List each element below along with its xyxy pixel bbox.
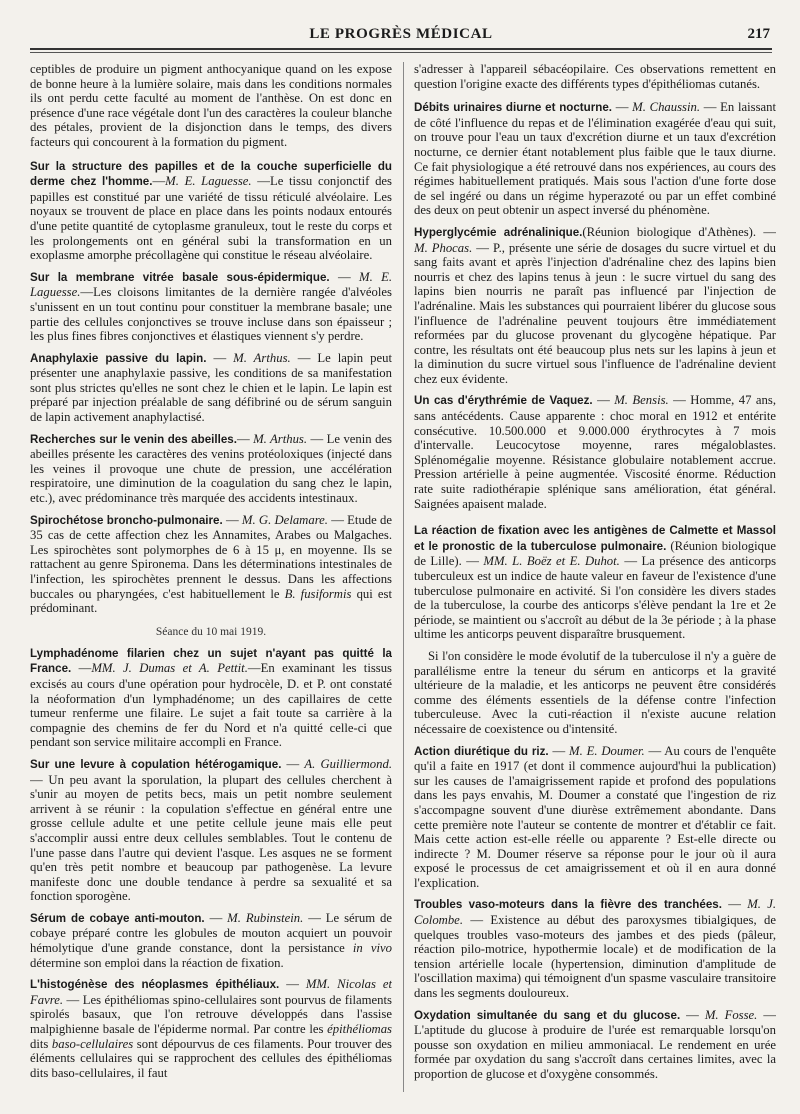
abstract-heading: Sur la membrane vitrée basale sous-épidermique. [30,270,330,284]
separator: — [461,554,484,569]
abstract-author: M. E. Doumer. [569,743,645,758]
running-header [32,26,770,48]
abstract-text: — Un peu avant la sporulation, la plupart des cellules cherchent à s'unir au moyen de petits becs, mais un petit nombre seulement arrivent à se réunir : la copulation s'effectue en général entre une grosse cellule adulte et une petite cellule jeune mais elle peut s'accomplir aussi entre deux cellules semblables. Tout le contenu de l'une passe dans l'autre qui devient l'asque. Les asques ne se forment qu'en très petit nombre et beaucoup par pathogenèse. La levure manifeste donc une double tendance à perdre sa sexualité et sa fonction sporogène. [30,772,392,904]
separator: — [592,393,615,408]
abstract-text-tail: qui est prédominant. [30,586,392,616]
right-column [414,62,776,1102]
abstract-text: —Les cloisons limitantes de la dernière rangée d'alvéoles s'unissent en un tout continu pour constituer la membrane basale; une partie des cellules conjonctives se trouve incluse dans son épaisseur ; les plus fines fibres conjonctives et élastiques viennent s'y perdre. [30,285,392,344]
abstract-text: — La présence des anticorps tuberculeux est un indice de haute valeur en faveur de l'existence d'une tuberculose pulmonaire en activité. Si l'on considère les divers stades de la tuberculose, la courbe des anticorps s'élève pendant la 1re et 2e période, se maintient ou s'accroît au début de la 3e période ; à la phase ultime les anticorps peuvent disparaître brusquement. [414,554,776,642]
abstract-item [414,523,776,642]
abstract-item [30,757,392,904]
separator: — [279,977,306,992]
separator: — [222,512,242,527]
meeting-note: (Réunion biologique de Lille). [414,538,776,569]
abstract-author: M. Arthus. [253,431,308,446]
species-name: B. fusiformis [284,586,352,601]
abstract-item [30,351,392,425]
abstract-author: M. G. Delamare. [241,512,328,527]
abstract-text: — Homme, 47 ans, sans antécédents. Cause apparente : choc moral en 1912 et entérite consécutive. 10.500.000 et 9.000.000 érythrocytes à 7 mois d'intervalle. Leucocytose moyenne, rares mégaloblastes. Splénomégalie moyenne. Résistance globulaire notablement accrue. Pression artérielle à peine augmentée. Viscosité énorme. Réduction rate suite radiothérapie splénique sans amélioration, état général. Saignées apaisent malade. [414,393,776,511]
abstract-text: — Le sérum de cobaye préparé contre les globules de mouton acquiert un pouvoir hémolytique d'une grande constance, dont la persistance [30,910,392,956]
continued-paragraph [414,62,776,91]
abstract-author: M. Phocas. [414,240,473,255]
page-number: 217 [747,26,770,42]
abstract-text: —Le tissu conjonctif des papilles est constitué par une variété de tissu réticulé alvéolaire. Les noyaux se trouvent de place en place dans les points nodaux entourés d'une petite quantité de cytoplasme granuleux, tout le reste du corps et les prolongements ont en général subi la transformation en un exoplasme amorphe précollagène qui constitue le réseau alvéolaire. [30,174,392,263]
italic-term: baso-cellulaires [51,1036,134,1051]
separator: — [756,224,776,239]
abstract-text: — Le venin des abeilles présente les caractères des venins protéoloxiques (injecté dans les veines il provoque une chute de pression, une accélération respiratoire, une diminution de la coagulation du sang chez le lapin, etc.), avec prédominance très marquée des accidents intestinaux. [30,431,392,506]
abstract-item [30,977,392,1080]
latin-phrase: in vivo [352,941,392,956]
abstract-heading: Anaphylaxie passive du lapin. [30,351,207,365]
abstract-heading: L'histogénèse des néoplasmes épithéliaux. [30,978,280,992]
abstract-heading: Sur la structure des papilles et de la couche superficielle du derme chez l'homme. [30,159,392,189]
abstract-heading: Sur une levure à copulation hétérogamique. [30,757,282,771]
abstract-item [30,159,392,263]
abstract-item [30,432,392,506]
abstract-item [414,897,776,1000]
abstract-heading: Recherches sur le venin des abeilles. [30,432,237,446]
abstract-paragraph [414,649,776,737]
continued-paragraph [30,62,392,150]
abstract-text: — Existence au début des paroxysmes tibialgiques, de quelques troubles vaso-moteurs des jambes et des pieds (pâleur, réaction pilo-motrice, hypothermie locale) et de modification de la tension artérielle locale (hypertension, diminution d'amplitude de l'oscillation maxima) qui témoignent d'un spasme vasculaire transitoire dans les segments douloureux. [414,913,776,1001]
abstract-item [414,393,776,511]
abstract-heading: Troubles vaso-moteurs dans la fièvre des tranchées. [414,898,722,912]
abstract-text: — L'aptitude du glucose à produire de l'urée est remarquable lorsqu'on pousse son oxydation en milieu ammoniacal. Le rendement en urée formée par oxydation du sang s'accroît dans certaines limites, avec la proportion de glucose et d'oxygène consommés. [414,1007,776,1081]
abstract-item [414,100,776,218]
abstract-heading: Spirochétose broncho-pulmonaire. [30,513,223,527]
abstract-item [30,270,392,344]
body-columns [30,62,776,1102]
abstract-author: M. Bensis. [614,393,669,408]
paragraph-text: s'adresser à l'appareil sébacéopilaire. Ces observations remettent en question l'origine exacte des différents types d'épithéliomas cutanés. [414,62,776,91]
abstract-heading: Lymphadénome filarien chez un sujet n'ayant pas quitté la France. [30,646,392,676]
abstract-text-tail: détermine son emploi dans la réaction de fixation. [30,955,284,970]
separator: — [204,910,228,925]
separator: — [612,100,633,115]
abstract-heading: Un cas d'érythrémie de Vaquez. [414,394,593,408]
abstract-heading: Hyperglycémie adrénalinique. [414,225,583,239]
abstract-text: — Les épithéliomas spino-cellulaires sont pourvus de filaments spirolés basaux, que l'on retrouve développés dans l'assise malpighienne basale de l'épiderme normal. Par contre les [30,992,392,1037]
abstract-text: — Etude de 35 cas de cette affection chez les Annamites, Arabes ou Malgaches. Les spirochètes sont polymorphes de 6 à 15 μ, en moyenne. Ils se rattachent au genre Spironema. Dans les déterminations intestinales de l'infection, les spirochètes prennent le dessus. Dans les affections buccales ou pharyngées, c'est habituellement le [30,512,392,601]
abstract-author: M. E. Laguesse. [165,174,252,189]
header-rule [30,48,772,53]
separator: — [71,661,92,676]
abstract-text: — Au cours de l'enquête qu'il a faite en 1917 (et dont il commence aujourd'hui la publication) sur les causes de l'amaigrissement rapide et profond des populations dans les pays envahis, M. Doumer a constaté que l'ingestion de riz s'accompagne souvent d'une diurèse extrêmement abondante. Dans cette première note l'auteur se contente de montrer et d'établir ce fait. Mais cette action est-elle réelle ou apparente ? Est-elle directe ou indirecte ? M. Doumer réserve sa réponse pour le jour où il aura exposé le processus de cet amaigrissement et où il en aura donné l'explication. [414,743,776,890]
abstract-item [414,744,776,891]
abstract-item [30,513,392,616]
abstract-item [30,646,392,750]
abstract-heading: La réaction de fixation avec les antigènes de Calmette et Massol et le pronostic de la tuberculose pulmonaire. [414,524,776,553]
separator: — [281,756,305,771]
paragraph-text: ceptibles de produire un pigment anthocyanique quand on les expose de bonne heure à la lumière solaire, mais dans les conditions normales ils ont perdu cette faculté au moment de l'anthèse. On est donc en présence d'une race végétale dont l'un des caractères la couleur blanche des pétales, provient de la disjonction dans le temps, des divers facteurs qui concourent à la formation du pigment. [30,62,392,149]
abstract-heading: Débits urinaires diurne et nocturne. [414,101,613,115]
separator: — [721,897,748,912]
abstract-text: — P., présente une série de dosages du sucre virtuel et du sang faits avant et après l'injection d'adrénaline chez des lapins bien nourris et chez des lapins tenus à jeun : le sucre virtuel du sang des lapins bien nourris ne paraît pas influencé par l'injection de l'adrénaline. Mais les substances qui pourraient libérer du glucose sous l'influence de l'adrénaline peuvent toujours être immédiatement reformées par du glucose provenant du glycogène hépatique. Par contre, les résultats ont été beaucoup plus nets sur les lapins à jeun et la diminution du sucre virtuel sous l'influence de l'adrénaline devient chez eux évidente. [414,240,776,386]
abstract-author: MM. Nicolas et Favre. [30,977,392,1007]
abstract-author: M. Rubinstein. [227,910,304,925]
abstract-author: MM. J. Dumas et A. Pettit. [91,661,248,676]
abstract-author: M. E. Laguesse. [30,269,392,300]
abstract-author: M. Arthus. [233,350,291,365]
separator: — [152,174,166,189]
meeting-note: (Réunion biologique d'Athènes). [582,224,757,239]
abstract-author: MM. L. Boëz et E. Duhot. [483,554,620,569]
abstract-text: — Le lapin peut présenter une anaphylaxie passive, les conditions de sa manifestation sont plus strictes qu'elles ne sont chez le chien et le lapin. Le lapin est préparé par injection préalable de sang défibriné ou de sérum sanguin de lapin activement anaphylactisé. [30,350,392,425]
abstract-text: —En examinant les tissus excisés au cours d'une opération pour hydrocèle, D. et P. ont constaté la néoformation d'un lymphadénome; un des capillaires de cette tumeur renferme une filaire. Le sujet a fait toute sa carrière à la compagnie des chemins de fer du Nord et n'a quitté celle-ci que pendant son service militaire accompli en France. [30,661,392,750]
journal-title: LE PROGRÈS MÉDICAL [309,26,493,42]
separator: — [680,1007,705,1022]
italic-term: épithéliomas [327,1022,392,1037]
abstract-text-tail: sont dépourvus de ces filaments. Pour trouver des éléments cellulaires qui se rapprochent des cellules des épithéliomas dits baso-cellulaires, il faut [30,1036,392,1080]
abstract-author: M. Fosse. [704,1007,758,1022]
abstract-heading: Oxydation simultanée du sang et du glucose. [414,1008,681,1022]
separator: — [206,350,234,365]
abstract-heading: Sérum de cobaye anti-mouton. [30,911,205,925]
abstract-item [414,225,776,387]
abstract-text-mid: dits [30,1036,52,1051]
abstract-author: M. Chaussin. [632,100,701,115]
abstract-author: A. Guilliermond. [304,756,392,771]
abstract-item [30,911,392,970]
abstract-heading: Action diurétique du riz. [414,744,549,758]
separator: — [329,269,359,284]
column-divider [403,62,404,1092]
abstract-text: Si l'on considère le mode évolutif de la tuberculose il n'y a guère de parallélisme entre la teneur du sérum en anticorps et la gravité ultérieure de la maladie, et les anticorps ne peuvent être considérés comme des éléments essentiels de la défense contre l'infection tuberculeuse. Avec la cuti-réaction il n'existe aucune relation nécessaire de coexistence ou d'intensité. [414,648,776,736]
abstract-author: M. J. Colombe. [414,897,776,928]
separator: — [548,743,569,758]
separator: — [236,431,254,446]
left-column [30,62,392,1102]
abstract-text: — En laissant de côté l'influence du repas et de l'élimination exagérée d'eau qui suit, on trouve pour l'eau un taux d'excrétion diurne et un taux d'excrétion nocturne, ce dernier étant notablement plus faible que le taux diurne. Ce fait physiologique a été retrouvé dans nos expériences, au cours des régimes habituellement pratiqués. Mais sous l'action d'une forte dose de sel ingéré ou dans un régime hyperazoté ou par un effet combiné des deux on peut obtenir un aspect inversé du phénomène. [414,100,776,218]
session-date: Séance du 10 mai 1919. [155,625,267,638]
abstract-item [414,1008,776,1082]
